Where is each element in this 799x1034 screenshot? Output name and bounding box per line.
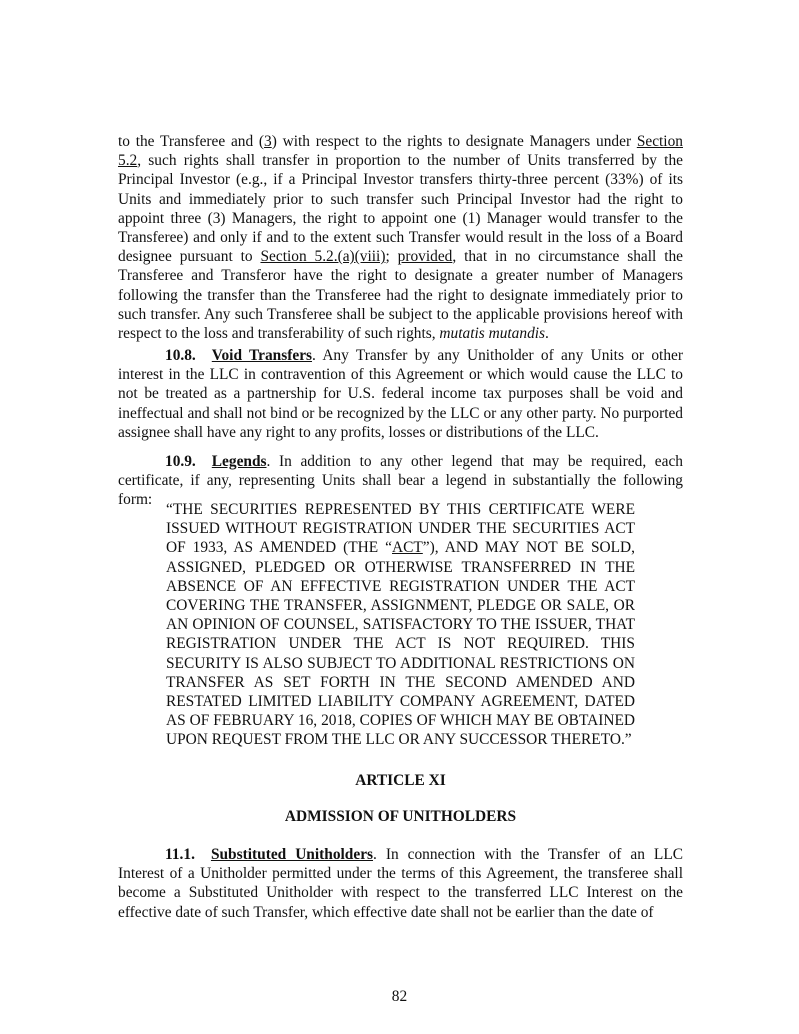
text-run: . [545,325,549,343]
section-number: 11.1. [165,846,195,863]
section-title: Legends [211,453,267,470]
section-number: 10.8. [165,347,196,364]
article-number: ARTICLE XI [355,772,446,789]
italic-term: mutatis mutandis [439,325,546,343]
section-11-1 [118,845,683,922]
cross-reference-section-5-2: Section 5.2 [118,133,683,170]
section-body: . In connection with the Transfer of an LLC Interest of a Unitholder permitted under the terms of this Agreement, the transferee shall become a Substituted Unitholder with respect to the transferred LLC Interest on the effective date of such Transfer, which effective date shall not be earlier than the date of [118,846,683,921]
cross-reference-3: 3 [264,133,272,150]
section-body: . In addition to any other legend that may be required, each certificate, if any, representing Units shall bear a legend in substantially the following form: [118,453,683,509]
section-title: Void Transfers [211,347,313,364]
text-run: , that in no circumstance shall the Transferee and Transferor have the right to designate a greater number of Managers following the transfer than the Transferee had the right to designate immediately prior to such transfer. Any such Transferee shall be subject to the applicable provisions hereof with respect to the loss and transferability of such rights, [118,248,683,343]
provided-term: provided [397,248,453,266]
legend-text [166,500,635,750]
section-10-8 [118,346,683,442]
defined-term-act: ACT [392,539,423,557]
text-run: ; [385,248,398,266]
paragraph-continuation [118,132,683,343]
text-run: ) with respect to the rights to designate Managers under [271,133,637,150]
text-run: to the Transferee and ( [118,133,265,150]
text-run: , such rights shall transfer in proportion to the number of Units transferred by the Principal Investor (e.g., if a Principal Investor transfers thirty-three percent (33%) of its Units and immediately prior to such transfer such Principal Investor had the right to appoint three (3) Managers, the right to appoint one (1) Manager would transfer to the Transferee) and only if and to the extent such Transfer would result in the loss of a Board designee pursuant to [118,152,683,266]
text-run: “THE SECURITIES REPRESENTED BY THIS CERTIFICATE WERE ISSUED WITHOUT REGISTRATION UNDER THE SECURITIES ACT OF 1933, AS AMENDED (THE “ [166,501,635,557]
page-number: 82 [391,988,408,1005]
text-run: ”), AND MAY NOT BE SOLD, ASSIGNED, PLEDGED OR OTHERWISE TRANSFERRED IN THE ABSENCE OF AN EFFECTIVE REGISTRATION UNDER THE ACT COVERING THE TRANSFER, ASSIGNMENT, PLEDGE OR SALE, OR AN OPINION OF COUNSEL, SATISFACTORY TO THE ISSUER, THAT REGISTRATION UNDER THE ACT IS NOT REQUIRED. THIS SECURITY IS ALSO SUBJECT TO ADDITIONAL RESTRICTIONS ON TRANSFER AS SET FORTH IN THE SECOND AMENDED AND RESTATED LIMITED LIABILITY COMPANY AGREEMENT, DATED AS OF FEBRUARY 16, 2018, COPIES OF WHICH MAY BE OBTAINED UPON REQUEST FROM THE LLC OR ANY SUCCESSOR THERETO.” [166,539,635,749]
section-body: . Any Transfer by any Unitholder of any Units or other interest in the LLC in contravention of this Agreement or which would cause the LLC to not be treated as a partnership for U.S. federal income tax purposes shall be void and ineffectual and shall not bind or be recognized by the LLC or any other party. No purported assignee shall have any right to any profits, losses or distributions of the LLC. [118,347,683,441]
cross-reference-section-5-2-a-viii: Section 5.2.(a)(viii) [260,248,386,266]
section-title: Substituted Unitholders [210,846,374,863]
article-title: ADMISSION OF UNITHOLDERS [284,808,517,825]
section-number: 10.9. [165,453,196,470]
